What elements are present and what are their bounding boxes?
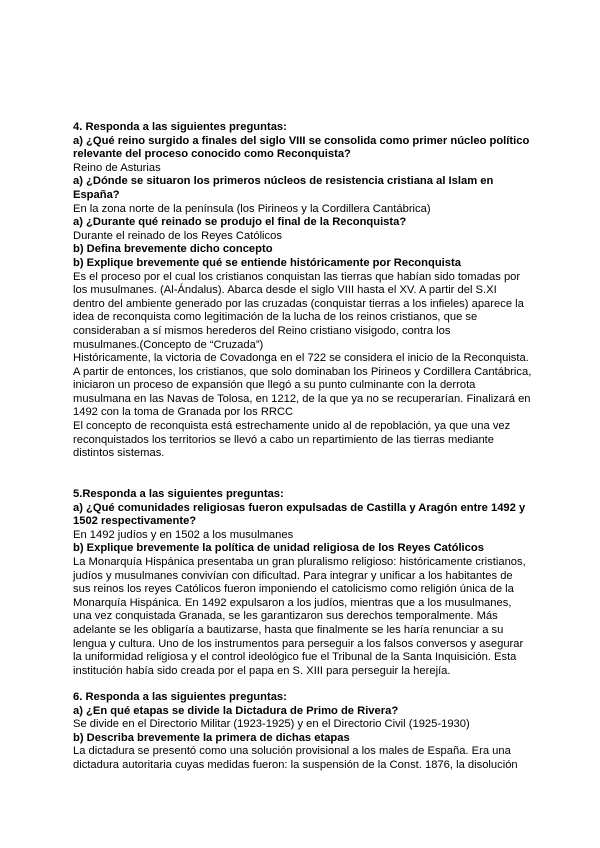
answer-line: El concepto de reconquista está estrechamente unido al de repoblación, ya que una vez bbox=[73, 420, 511, 433]
question-line: b) Explique brevemente la política de unidad religiosa de los Reyes Católicos bbox=[73, 542, 484, 555]
answer-line: adelante se les obligaría a bautizarse, hasta que finalmente se les haría renunciar a su bbox=[73, 623, 504, 636]
answer-line: Reino de Asturias bbox=[73, 161, 161, 174]
answer-line: judíos y musulmanes convivían con dificultad. Para integrar y unificar a los habitantes de bbox=[73, 569, 513, 582]
answer-line: En la zona norte de la península (los Pirineos y la Cordillera Cantábrica) bbox=[73, 202, 431, 215]
answer-line: La Monarquía Hispánica presentaba un gran pluralismo religioso: históricamente cristianos, bbox=[73, 555, 526, 568]
answer-line: lengua y cultura. Uno de los instrumentos para perseguir a los falsos conversos y asegurar bbox=[73, 637, 524, 650]
answer-line: musulmana en las Navas de Tolosa, en 1212, de la que ya no se recuperarían. Finalizará en bbox=[73, 392, 531, 405]
answer-line: reconquistados los territorios se llevó a cabo un repartimiento de las tierras mediante bbox=[73, 433, 494, 446]
section-5 bbox=[73, 488, 533, 678]
section-6 bbox=[73, 691, 533, 773]
answer-line: En 1492 judíos y en 1502 a los musulmanes bbox=[73, 528, 294, 541]
question-line: España? bbox=[73, 188, 120, 201]
answer-line: musulmanes.(Concepto de “Cruzada”) bbox=[73, 338, 264, 351]
answer-line: Es el proceso por el cual los cristianos conquistan las tierras que habían sido tomadas por bbox=[73, 270, 521, 283]
section-heading: 6. Responda a las siguientes preguntas: bbox=[73, 691, 287, 703]
answer-line: distintos sistemas. bbox=[73, 447, 165, 460]
question-line: b) Describa brevemente la primera de dichas etapas bbox=[73, 731, 350, 744]
question-line: a) ¿En qué etapas se divide la Dictadura de Primo de Rivera? bbox=[73, 704, 399, 717]
answer-line: sus reinos los reyes Católicos fueron imponiendo el catolicismo como religión única de la bbox=[73, 583, 514, 596]
question-line: a) ¿Durante qué reinado se produjo el final de la Reconquista? bbox=[73, 216, 407, 229]
answer-line: una vez conquistada Granada, se les garantizaron sus derechos temporalmente. Más bbox=[73, 610, 498, 623]
answer-line: dentro del ambiente generado por las cruzadas (conquistar tierras a los infieles) aparece la bbox=[73, 297, 524, 310]
question-line: relevante del proceso conocido como Reconquista? bbox=[73, 148, 351, 161]
answer-line: dictadura autoritaria cuyas medidas fueron: la suspensión de la Const. 1876, la disolución bbox=[73, 758, 518, 771]
section-heading: 4. Responda a las siguientes preguntas: bbox=[73, 121, 287, 133]
answer-line: 1492 con la toma de Granada por los RRCC bbox=[73, 406, 294, 419]
question-line: b) Defina brevemente dicho concepto bbox=[73, 243, 273, 256]
answer-line: institución había sido creada por el papa en S. XIII para perseguir la herejía. bbox=[73, 664, 451, 677]
question-line: 1502 respectivamente? bbox=[73, 515, 197, 528]
answer-line: Durante el reinado de los Reyes Católicos bbox=[73, 229, 282, 242]
section-heading: 5.Responda a las siguientes preguntas: bbox=[73, 488, 284, 500]
question-line: a) ¿Dónde se situaron los primeros núcleos de resistencia cristiana al Islam en bbox=[73, 175, 494, 188]
question-line: b) Explique brevemente qué se entiende históricamente por Reconquista bbox=[73, 256, 461, 269]
answer-line: Históricamente, la victoria de Covadonga en el 722 se considera el inicio de la Reconquista. bbox=[73, 352, 529, 365]
question-line: a) ¿Qué reino surgido a finales del siglo VIII se consolida como primer núcleo político bbox=[73, 134, 530, 147]
answer-line: La dictadura se presentó como una solución provisional a los males de España. Era una bbox=[73, 745, 511, 758]
answer-line: iniciaron un proceso de expansión que llegó a su punto culminante con la derrota bbox=[73, 379, 476, 392]
question-line: a) ¿Qué comunidades religiosas fueron expulsadas de Castilla y Aragón entre 1492 y bbox=[73, 501, 526, 514]
answer-line: Monarquía Hispánica. En 1492 expulsaron a los judíos, mientras que a los musulmanes, bbox=[73, 596, 512, 609]
answer-line: la uniformidad religiosa y el control ideológico fue el Tribunal de la Santa Inquisición. Esta bbox=[73, 651, 517, 664]
answer-line: los musulmanes. (Al-Ándalus). Abarca desde el siglo VIII hasta el XV. A partir del S.XI bbox=[73, 284, 497, 297]
answer-line: idea de reconquista como legitimación de la lucha de los reinos cristianos, que se bbox=[73, 311, 478, 324]
answer-line: A partir de entonces, los cristianos, que solo dominaban los Pirineos y Cordillera Cantábrica, bbox=[73, 365, 532, 378]
answer-line: Se divide en el Directorio Militar (1923-1925) y en el Directorio Civil (1925-1930) bbox=[73, 718, 470, 731]
section-4 bbox=[73, 121, 533, 461]
answer-line: consideraban a sí mismos herederos del Reino cristiano visigodo, contra los bbox=[73, 324, 451, 337]
